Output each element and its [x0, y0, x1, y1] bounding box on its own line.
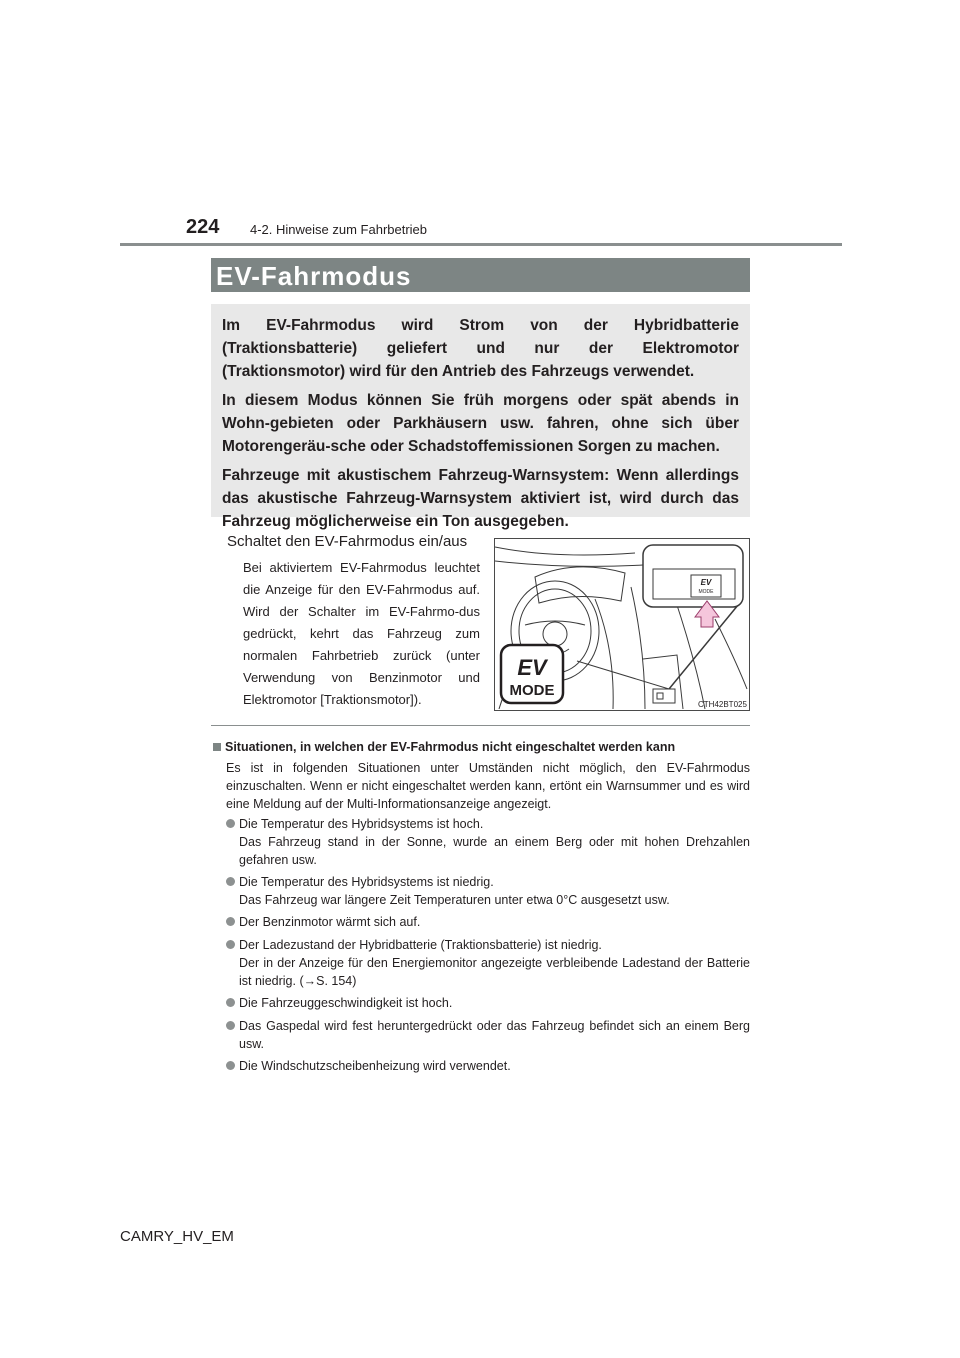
figure-code: CTH42BT025	[698, 700, 747, 709]
list-item-title: Die Windschutzscheibenheizung wird verwendet.	[239, 1059, 511, 1073]
list-item	[226, 873, 750, 909]
list-item-detail: Das Fahrzeug stand in der Sonne, wurde an einem Berg oder mit hohen Drehzahlen gefahren usw.	[239, 835, 750, 867]
bullet-icon	[226, 917, 235, 926]
page-title: EV-Fahrmodus	[216, 261, 412, 291]
small-mode-label: MODE	[698, 589, 714, 595]
list-item-title: Die Temperatur des Hybridsystems ist niedrig.	[239, 875, 494, 889]
callout-label: Schaltet den EV-Fahrmodus ein/aus	[227, 533, 468, 550]
ev-button-label: EV	[517, 655, 547, 680]
list-item-title: Das Gaspedal wird fest heruntergedrückt oder das Fahrzeug befindet sich an einem Berg usw.	[239, 1019, 750, 1051]
list-item	[226, 913, 750, 931]
footer-code: CAMRY_HV_EM	[120, 1228, 234, 1245]
situations-heading	[213, 740, 675, 754]
page-number: 224	[186, 216, 220, 238]
intro-paragraph: Fahrzeuge mit akustischem Fahrzeug-Warnsystem: Wenn allerdings das akustische Fahrzeug-Warnsystem aktiviert ist, wird durch das Fahrzeug möglicherweise ein Ton ausgegeben.	[222, 467, 739, 530]
bullet-icon	[226, 1021, 235, 1030]
situations-heading-text: Situationen, in welchen der EV-Fahrmodus nicht eingeschaltet werden kann	[225, 740, 676, 754]
list-item	[226, 1057, 750, 1075]
list-item	[226, 936, 750, 990]
list-item-detail: Das Fahrzeug war längere Zeit Temperaturen unter etwa 0°C ausgesetzt usw.	[239, 893, 670, 907]
header-rule	[120, 243, 842, 246]
mode-button-label: MODE	[509, 682, 555, 699]
list-item	[226, 994, 750, 1012]
section-rule	[211, 725, 750, 726]
situations-intro: Es ist in folgenden Situationen unter Umständen nicht möglich, den EV-Fahrmodus einzuschalten. Wenn er nicht eingeschaltet werden kann, ertönt ein Warnsummer und es wird eine Meldung auf der Multi-Informationsanzeige angezeigt.	[226, 761, 750, 811]
bullet-icon	[226, 1061, 235, 1070]
bullet-icon	[226, 819, 235, 828]
bullet-icon	[226, 940, 235, 949]
section-reference: 4-2. Hinweise zum Fahrbetrieb	[250, 222, 428, 237]
intro-paragraph: Im EV-Fahrmodus wird Strom von der Hybridbatterie (Traktionsbatterie) geliefert und nur der Elektromotor (Traktionsmotor) wird für den Antrieb des Fahrzeugs verwendet.	[222, 317, 739, 380]
list-item-detail: Der in der Anzeige für den Energiemonitor angezeigte verbleibende Ladestand der Batterie ist niedrig. (→S. 154)	[239, 956, 750, 988]
dashboard-drawing	[495, 539, 749, 710]
bullet-icon	[226, 877, 235, 886]
list-item-title: Die Fahrzeuggeschwindigkeit ist hoch.	[239, 996, 453, 1010]
callout-body: Bei aktiviertem EV-Fahrmodus leuchtet die Anzeige für den EV-Fahrmodus auf. Wird der Schalter im EV-Fahrmo-dus gedrückt, kehrt das Fahrzeug zum normalen Fahrbetrieb zurück (unter Verwendung von Benzinmotor und Elektromotor [Traktionsmotor]).	[243, 560, 480, 707]
intro-box	[211, 304, 750, 530]
dashboard-illustration	[494, 538, 750, 711]
list-item	[226, 1017, 750, 1053]
bullet-icon	[226, 998, 235, 1007]
small-ev-label: EV	[700, 578, 712, 587]
square-bullet-icon	[213, 743, 221, 751]
intro-paragraph: In diesem Modus können Sie früh morgens oder spät abends in Wohn-gebieten oder Parkhäusern usw. fahren, ohne sich über Motorengeräu-sche oder Schadstoffemissionen Sorgen zu machen.	[222, 392, 739, 455]
list-item-title: Die Temperatur des Hybridsystems ist hoch.	[239, 817, 484, 831]
list-item	[226, 815, 750, 869]
list-item-title: Der Benzinmotor wärmt sich auf.	[239, 915, 421, 929]
list-item-title: Der Ladezustand der Hybridbatterie (Traktionsbatterie) ist niedrig.	[239, 938, 602, 952]
